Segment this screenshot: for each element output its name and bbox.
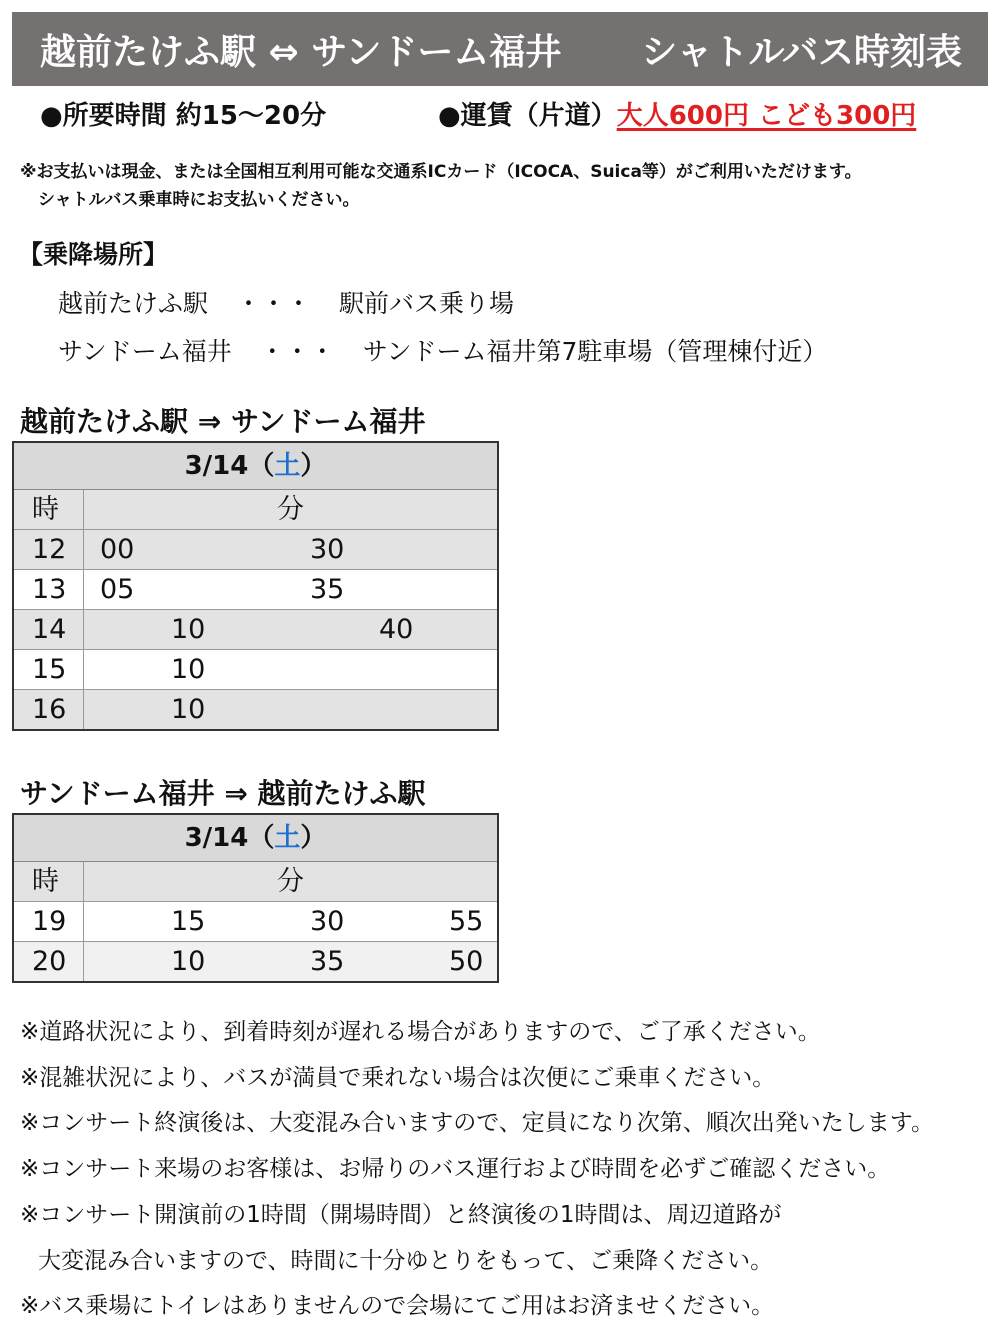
- footer-note-7: ※バス乗場にトイレはありませんので会場にてご用はお済ませください。: [20, 1293, 775, 1319]
- day-of-week: 土: [274, 823, 301, 853]
- minute-cell: 10: [171, 946, 206, 977]
- hour-header: 時: [14, 862, 84, 901]
- timetable-1-title: 越前たけふ駅 ⇒ サンドーム福井: [20, 405, 426, 438]
- duration-info: ●所要時間 約15～20分: [40, 101, 327, 131]
- timetable-2: [12, 813, 499, 983]
- minute-header: 分: [277, 866, 304, 897]
- footer-note-3: ※コンサート終演後は、大変混み合いますので、定員になり次第、順次出発いたします。: [20, 1110, 934, 1136]
- footer-note-6: 大変混み合いますので、時間に十分ゆとりをもって、ご乗降ください。: [38, 1248, 774, 1274]
- timetable-header-row: [14, 862, 497, 902]
- minute-cell: 35: [310, 946, 345, 977]
- timetable-1-date: 3/14（土）: [14, 443, 497, 490]
- hour-cell: 19: [14, 902, 84, 941]
- table-row: [14, 530, 497, 570]
- stop-place: サンドーム福井第7駐車場（管理棟付近）: [362, 337, 828, 366]
- hour-cell: 15: [14, 650, 84, 689]
- minute-cell: 40: [379, 614, 414, 645]
- timetable-1: [12, 441, 499, 731]
- table-row: [14, 610, 497, 650]
- hour-cell: 16: [14, 690, 84, 729]
- payment-note-2: シャトルバス乗車時にお支払いください。: [38, 190, 360, 210]
- fare-value: 大人600円 こども300円: [616, 101, 917, 131]
- minute-cell: 30: [310, 534, 345, 565]
- hour-cell: 13: [14, 570, 84, 609]
- footer-note-1: ※道路状況により、到着時刻が遅れる場合がありますので、ご了承ください。: [20, 1019, 821, 1045]
- hour-header: 時: [14, 490, 84, 529]
- title-banner: [12, 12, 988, 86]
- stop-line-takefu: [58, 284, 514, 320]
- stop-line-sundome: [58, 332, 827, 368]
- minute-cell: 10: [171, 654, 206, 685]
- table-row: [14, 570, 497, 610]
- title-route: 越前たけふ駅 ⇔ サンドーム福井: [40, 32, 562, 73]
- table-row: [14, 650, 497, 690]
- table-row: [14, 902, 497, 942]
- title-label: シャトルバス時刻表: [641, 32, 962, 73]
- table-row: [14, 942, 497, 981]
- footer-note-2: ※混雑状況により、バスが満員で乗れない場合は次便にご乗車ください。: [20, 1065, 776, 1091]
- stops-heading: 【乗降場所】: [18, 240, 169, 269]
- minute-cell: 10: [171, 614, 206, 645]
- stop-name: 越前たけふ駅: [58, 289, 209, 318]
- stop-sep: ・・・: [259, 337, 335, 366]
- fare-label: ●運賃（片道）: [438, 101, 617, 131]
- stop-sep: ・・・: [235, 289, 311, 318]
- timetable-2-title: サンドーム福井 ⇒ 越前たけふ駅: [20, 777, 426, 810]
- hour-cell: 12: [14, 530, 84, 569]
- minute-cell: 00: [100, 534, 135, 565]
- minute-header: 分: [277, 494, 304, 525]
- minute-cell: 15: [171, 906, 206, 937]
- minute-cell: 30: [310, 906, 345, 937]
- minute-cell: 35: [310, 574, 345, 605]
- stop-place: 駅前バス乗り場: [338, 289, 514, 318]
- footer-note-4: ※コンサート来場のお客様は、お帰りのバス運行および時間を必ずご確認ください。: [20, 1156, 891, 1182]
- footer-note-5: ※コンサート開演前の1時間（開場時間）と終演後の1時間は、周辺道路が: [20, 1202, 782, 1228]
- hour-cell: 20: [14, 942, 84, 981]
- payment-note-1: ※お支払いは現金、または全国相互利用可能な交通系ICカード（ICOCA、Suica等）がご利用いただけます。: [20, 162, 862, 182]
- day-of-week: 土: [274, 451, 301, 481]
- timetable-header-row: [14, 490, 497, 530]
- timetable-2-date: 3/14（土）: [14, 815, 497, 862]
- table-row: [14, 690, 497, 729]
- hour-cell: 14: [14, 610, 84, 649]
- minute-cell: 55: [449, 906, 484, 937]
- fare-info: [438, 95, 916, 132]
- stop-name: サンドーム福井: [58, 337, 232, 366]
- minute-cell: 05: [100, 574, 135, 605]
- minute-cell: 50: [449, 946, 484, 977]
- minute-cell: 10: [171, 694, 206, 725]
